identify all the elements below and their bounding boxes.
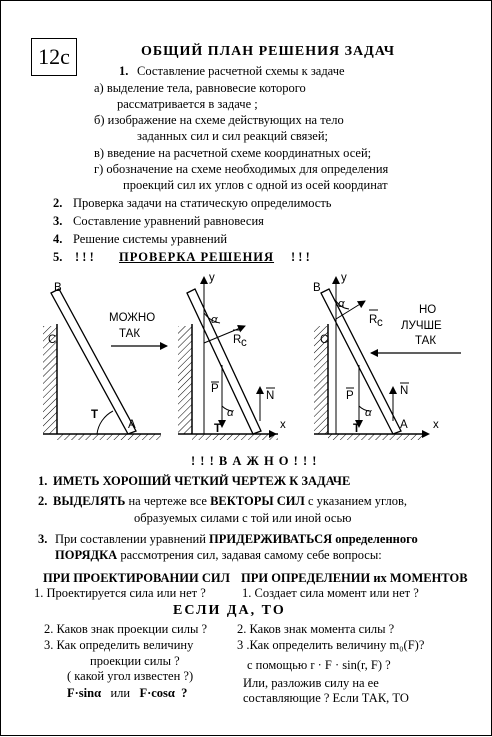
label-alpha-3b: α (365, 407, 372, 419)
step-1-item-d: г) обозначение на схеме необходимых для определения (94, 162, 389, 176)
step-1-item-d-cont: проекций сил их углов с одной из осей координат (123, 178, 388, 192)
projection-column-header: ПРИ ПРОЕКТИРОВАНИИ СИЛ (43, 571, 230, 585)
moment-question-1: 1. Создает сила момент или нет ? (242, 586, 419, 600)
figure-ladder-2 (178, 272, 286, 440)
step-1-item-a: а) выделение тела, равновесие которого (94, 81, 306, 95)
projection-question-2: 2. Каков знак проекции силы ? (44, 622, 208, 636)
step-1-item-b-cont: заданных сил и сил реакций связей; (137, 129, 329, 143)
step-5-exclaim: ! ! ! (75, 250, 94, 264)
label-alpha-2b: α (227, 407, 234, 419)
projection-question-1: 1. Проектируется сила или нет ? (34, 586, 206, 600)
label-y-3: y (341, 272, 347, 284)
step-1-item-b: б) изображение на схеме действующих на тело (94, 113, 344, 127)
label-rc-sub-3: c (377, 317, 383, 329)
figure-ladder-3 (313, 272, 439, 440)
label-a-3: A (400, 419, 408, 431)
moment-question-4-cont: составляющие ? Если ТАК, ТО (243, 691, 409, 705)
step-1-text: Составление расчетной схемы к задаче (137, 64, 345, 78)
label-b-3: B (313, 282, 321, 294)
label-alpha-2a: α (211, 314, 218, 326)
label-t-1: T (91, 409, 99, 421)
figure-ladder-1 (43, 282, 161, 440)
label-t-3: T (353, 423, 361, 435)
label-y-2: y (209, 272, 215, 284)
rule-1-number: 1. (38, 474, 48, 488)
label-b-1: B (54, 282, 62, 294)
step-4-number: 4. (53, 232, 63, 246)
projection-formulas: F·sinα или F·cosα ? (67, 686, 188, 700)
label-rc-3: R (369, 314, 378, 326)
rule-2-number: 2. (38, 494, 48, 508)
label-c-1: C (48, 334, 57, 346)
moment-question-4: Или, разложив силу на ее (243, 676, 379, 690)
rule-2-line: ВЫДЕЛЯТЬ на чертеже все ВЕКТОРЫ СИЛ с указанием углов, (53, 494, 408, 508)
step-5-text: ПРОВЕРКА РЕШЕНИЯ (119, 250, 275, 264)
moment-question-2: 2. Каков знак момента силы ? (237, 622, 395, 636)
moment-question-3: 3 .Как определить величину m₀(F)? (237, 638, 425, 652)
can-do-label-2: ТАК (119, 328, 141, 340)
step-1-number: 1. (119, 64, 129, 78)
step-2-text: Проверка задачи на статическую определимость (73, 196, 332, 210)
rule-1-text: ИМЕТЬ ХОРОШИЙ ЧЕТКИЙ ЧЕРТЕЖ К ЗАДАЧЕ (53, 474, 351, 488)
label-alpha-3a: α (338, 298, 345, 310)
better-label-3: ТАК (415, 335, 437, 347)
important-heading: ! ! ! В А Ж Н О ! ! ! (191, 454, 318, 468)
projection-question-3-cont: проекции силы ? (90, 654, 180, 668)
rule-3-line: При составлении уравнений ПРИДЕРЖИВАТЬСЯ определенного (55, 532, 418, 546)
label-c-3: C (320, 334, 329, 346)
better-label-2: ЛУЧШЕ (401, 320, 442, 332)
projection-question-3-note: ( какой угол известен ?) (67, 669, 194, 683)
label-n-2: N (266, 390, 275, 402)
if-yes-heading: ЕСЛИ ДА, ТО (173, 603, 286, 618)
projection-question-3: 3. Как определить величину (44, 638, 194, 652)
rule-3-line-2: ПОРЯДКА рассмотрения сил, задавая самому себе вопросы: (55, 548, 382, 562)
rule-3-number: 3. (38, 532, 48, 546)
label-p-3: P (346, 390, 354, 402)
step-3-number: 3. (53, 214, 63, 228)
step-1-item-c: в) введение на расчетной схеме координатных осей; (94, 146, 372, 160)
step-4-text: Решение системы уравнений (73, 232, 228, 246)
label-rc-2: R (233, 334, 242, 346)
rule-2-line-2: образуемых силами с той или иной осью (134, 511, 352, 525)
label-x-3: x (433, 419, 439, 431)
better-label-1: НО (419, 304, 437, 316)
moment-question-3-cont: с помощью r · F · sin(r, F) ? (247, 658, 391, 672)
label-n-3: N (400, 385, 409, 397)
label-x-2: x (280, 419, 286, 431)
step-5-number: 5. (53, 250, 63, 264)
can-do-label-1: МОЖНО (109, 312, 156, 324)
moment-column-header: ПРИ ОПРЕДЕЛЕНИИ их МОМЕНТОВ (241, 571, 468, 585)
step-5-exclaim-tail: ! ! ! (291, 250, 310, 264)
label-a-1: A (128, 419, 136, 431)
step-1-item-a-cont: рассматривается в задаче ; (117, 97, 258, 111)
label-p-2: P (211, 383, 219, 395)
page-title: ОБЩИЙ ПЛАН РЕШЕНИЯ ЗАДАЧ (141, 44, 396, 59)
step-3-text: Составление уравнений равновесия (73, 214, 264, 228)
step-2-number: 2. (53, 196, 63, 210)
label-rc-sub-2: c (241, 337, 247, 349)
label-t-2: T (214, 423, 222, 435)
page-number-badge: 12с (31, 38, 77, 76)
